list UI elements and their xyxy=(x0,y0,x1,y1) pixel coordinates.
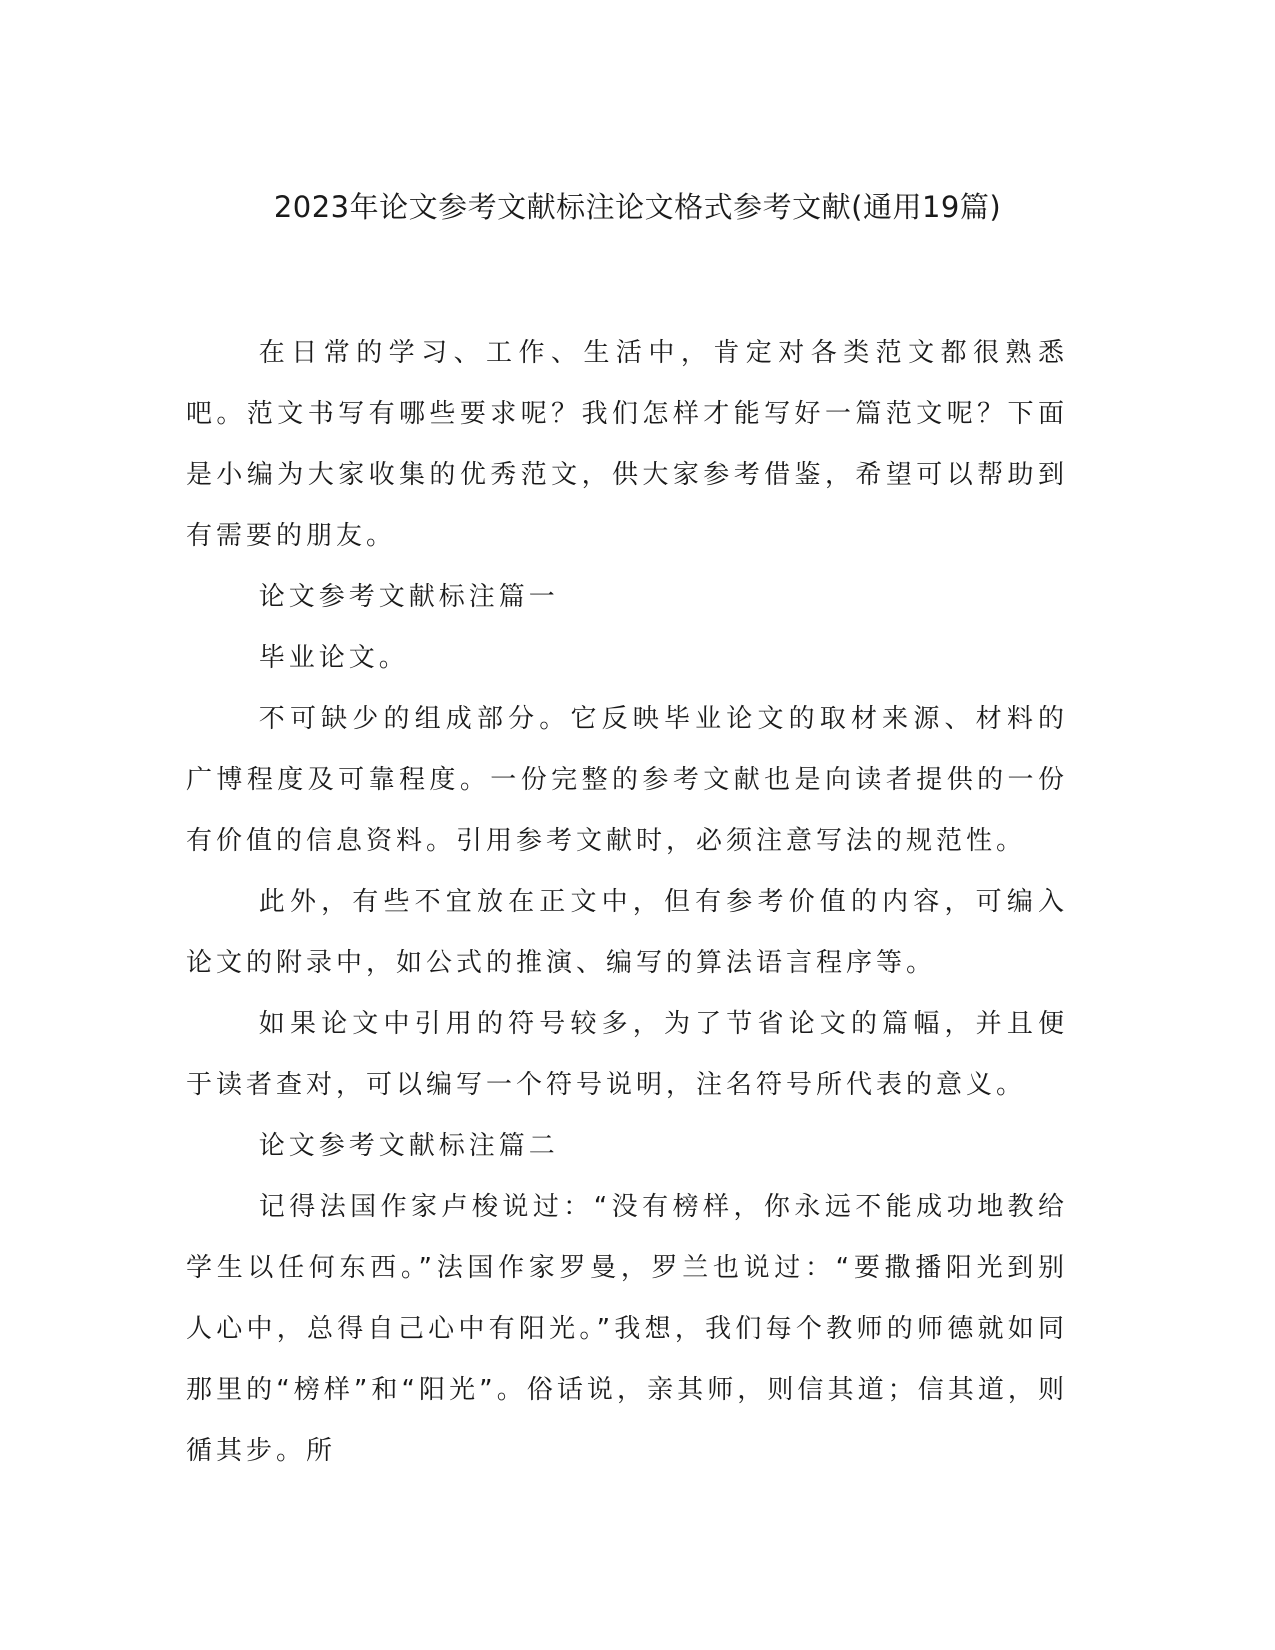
paragraph: 不可缺少的组成部分。它反映毕业论文的取材来源、材料的广博程度及可靠程度。一份完整的参考文献也是向读者提供的一份有价值的信息资料。引用参考文献时，必须注意写法的规范性。 xyxy=(186,704,1068,856)
document-title: 2023年论文参考文献标注论文格式参考文献(通用19篇) xyxy=(273,190,1002,224)
paragraph: 此外，有些不宜放在正文中，但有参考价值的内容，可编入论文的附录中，如公式的推演、编写的算法语言程序等。 xyxy=(186,887,1068,978)
section-heading-1: 论文参考文献标注篇一 xyxy=(258,582,559,612)
document-body xyxy=(186,323,1068,1482)
intro-paragraph: 在日常的学习、工作、生活中，肯定对各类范文都很熟悉吧。范文书写有哪些要求呢？我们怎样才能写好一篇范文呢？下面是小编为大家收集的优秀范文，供大家参考借鉴，希望可以帮助到有需要的朋友。 xyxy=(186,338,1068,551)
paragraph: 毕业论文。 xyxy=(258,643,409,673)
paragraph: 如果论文中引用的符号较多，为了节省论文的篇幅，并且便于读者查对，可以编写一个符号说明，注名符号所代表的意义。 xyxy=(186,1009,1068,1100)
section-heading-2: 论文参考文献标注篇二 xyxy=(258,1131,559,1161)
paragraph: 记得法国作家卢梭说过：“没有榜样，你永远不能成功地教给学生以任何东西。”法国作家罗曼，罗兰也说过：“要撒播阳光到别人心中，总得自己心中有阳光。”我想，我们每个教师的师德就如同那里的“榜样”和“阳光”。俗话说，亲其师，则信其道；信其道，则循其步。所 xyxy=(186,1192,1068,1466)
